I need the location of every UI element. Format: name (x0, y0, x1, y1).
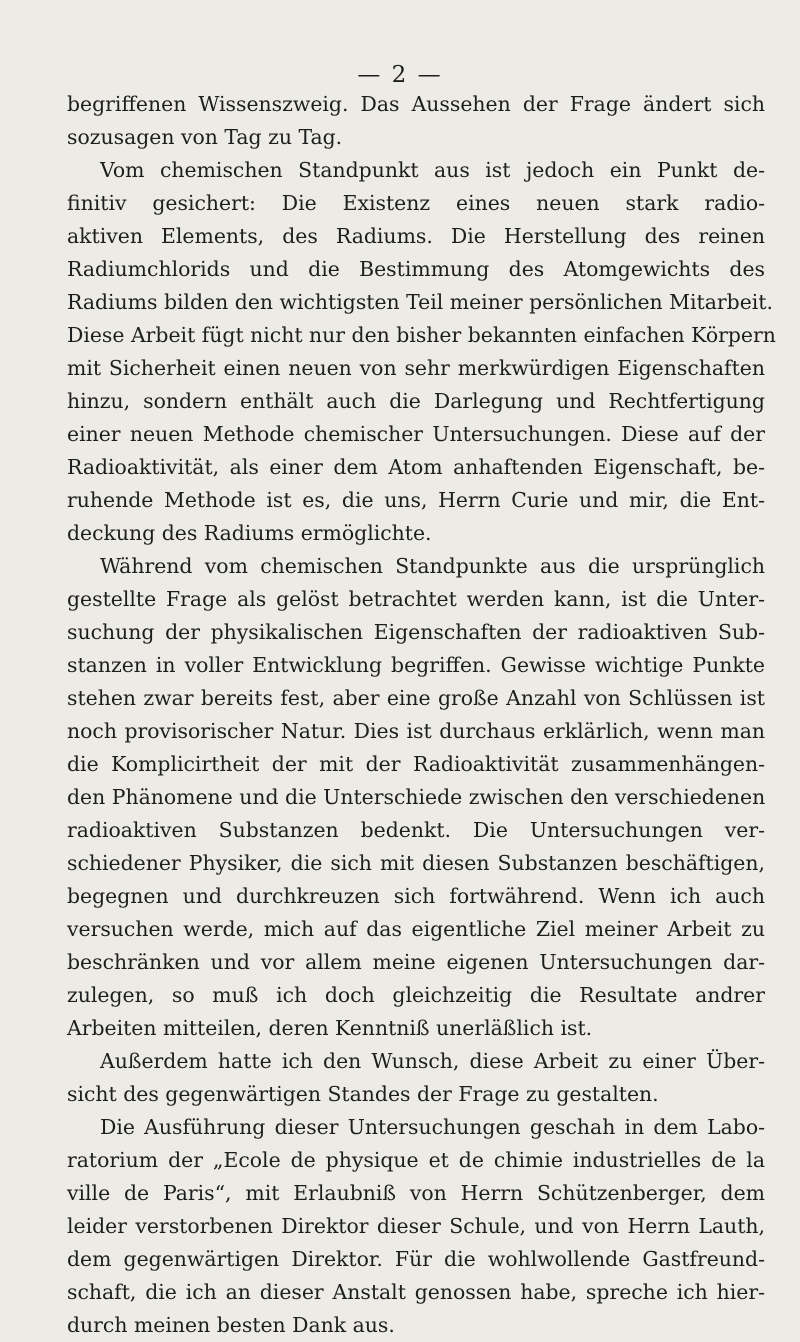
text-line: durch meinen besten Dank aus. (67, 1313, 395, 1337)
text-line: versuchen werde, mich auf das eigentliche Ziel meiner Arbeit zu (67, 917, 765, 941)
text-line: ruhende Methode ist es, die uns, Herrn Curie und mir, die Ent- (67, 488, 765, 512)
text-line: mit Sicherheit einen neuen von sehr merkwürdigen Eigenschaften (67, 356, 765, 380)
text-line: begegnen und durchkreuzen sich fortwährend. Wenn ich auch (67, 884, 765, 908)
text-line: die Komplicirtheit der mit der Radioaktivität zusammenhängen- (67, 752, 765, 776)
text-line: zulegen, so muß ich doch gleichzeitig die Resultate andrer (67, 983, 765, 1007)
text-line: den Phänomene und die Unterschiede zwischen den verschiedenen (67, 785, 766, 809)
page-number: — 2 — (357, 62, 443, 88)
text-line: schaft, die ich an dieser Anstalt genossen habe, spreche ich hier- (67, 1280, 765, 1304)
text-line: sicht des gegenwärtigen Standes der Frage zu gestalten. (67, 1082, 659, 1106)
text-line: Arbeiten mitteilen, deren Kenntniß unerläßlich ist. (67, 1016, 593, 1040)
text-line: Vom chemischen Standpunkt aus ist jedoch ein Punkt de- (100, 158, 765, 182)
text-line: ratorium der „Ecole de physique et de chimie industrielles de la (67, 1148, 765, 1172)
text-line: Radiumchlorids und die Bestimmung des Atomgewichts des (67, 257, 765, 281)
body-text (67, 88, 776, 1342)
text-line: ville de Paris“, mit Erlaubniß von Herrn Schützenberger, dem (67, 1181, 765, 1205)
text-line: Radiums bilden den wichtigsten Teil meiner persönlichen Mitarbeit. (67, 290, 773, 314)
text-line: Außerdem hatte ich den Wunsch, diese Arbeit zu einer Über- (100, 1049, 765, 1073)
text-line: gestellte Frage als gelöst betrachtet werden kann, ist die Unter- (67, 587, 765, 611)
text-line: begriffenen Wissenszweig. Das Aussehen der Frage ändert sich (67, 92, 765, 116)
text-line: Während vom chemischen Standpunkte aus die ursprünglich (100, 554, 765, 578)
text-line: suchung der physikalischen Eigenschaften der radioaktiven Sub- (67, 620, 765, 644)
text-line: stehen zwar bereits fest, aber eine große Anzahl von Schlüssen ist (67, 686, 765, 710)
text-line: schiedener Physiker, die sich mit diesen Substanzen beschäftigen, (67, 851, 765, 875)
text-line: leider verstorbenen Direktor dieser Schule, und von Herrn Lauth, (67, 1214, 765, 1238)
text-line: stanzen in voller Entwicklung begriffen. Gewisse wichtige Punkte (67, 653, 765, 677)
text-line: einer neuen Methode chemischer Untersuchungen. Diese auf der (67, 422, 765, 446)
text-line: noch provisorischer Natur. Dies ist durchaus erklärlich, wenn man (67, 719, 765, 743)
text-line: Diese Arbeit fügt nicht nur den bisher bekannten einfachen Körpern (67, 323, 776, 347)
text-line: beschränken und vor allem meine eigenen Untersuchungen dar- (67, 950, 765, 974)
text-line: aktiven Elements, des Radiums. Die Herstellung des reinen (67, 224, 765, 248)
text-line: deckung des Radiums ermöglichte. (67, 521, 432, 545)
text-line: finitiv gesichert: Die Existenz eines neuen stark radio- (67, 191, 765, 215)
text-line: hinzu, sondern enthält auch die Darlegung und Rechtfertigung (67, 389, 765, 413)
text-line: Die Ausführung dieser Untersuchungen geschah in dem Labo- (100, 1115, 765, 1139)
text-line: radioaktiven Substanzen bedenkt. Die Untersuchungen ver- (67, 818, 765, 842)
text-line: sozusagen von Tag zu Tag. (67, 125, 343, 149)
text-line: dem gegenwärtigen Direktor. Für die wohlwollende Gastfreund- (67, 1247, 765, 1271)
text-line: Radioaktivität, als einer dem Atom anhaftenden Eigenschaft, be- (67, 455, 765, 479)
